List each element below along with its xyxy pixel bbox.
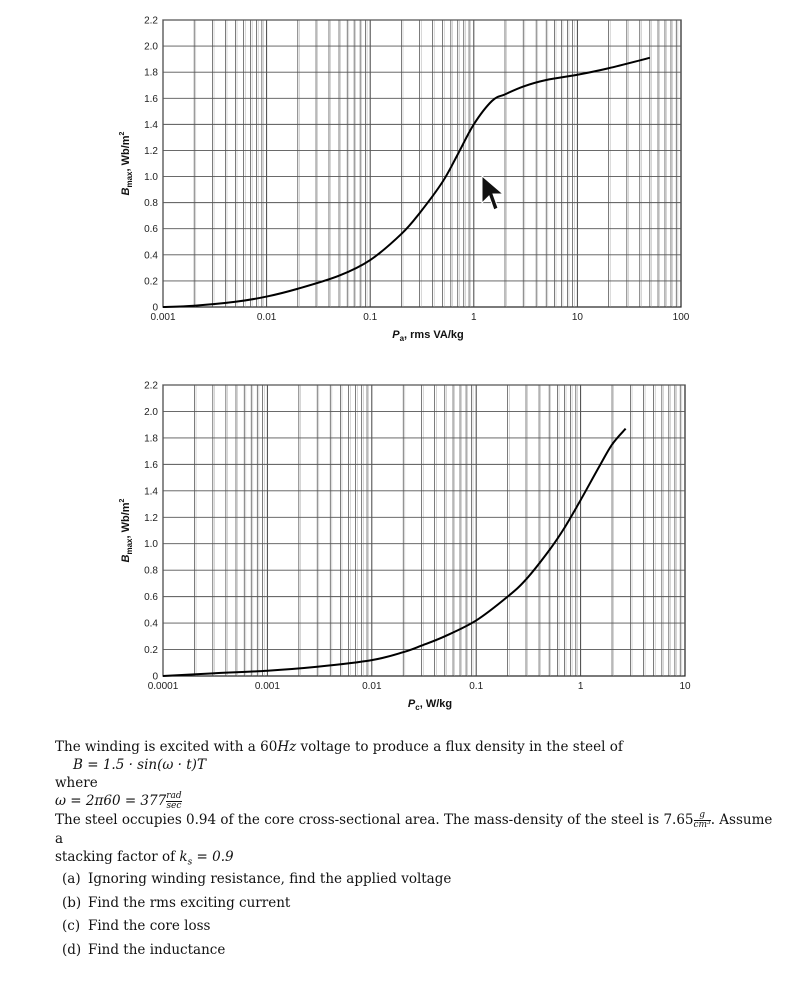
y-axis-label: $B_{max}$, $Wb/m^2$ (119, 498, 134, 563)
x-axis-label: $P_a$, rms VA/kg (392, 329, 464, 343)
plot-frame (163, 20, 681, 307)
line-where: where (55, 775, 98, 791)
part-d: (d) Find the inductance (62, 941, 226, 958)
y-tick-label: 1.4 (144, 486, 158, 498)
y-tick-label: 1.8 (144, 67, 158, 79)
plot-frame (163, 385, 685, 676)
y-tick-label: 0 (152, 671, 158, 683)
x-tick-label: 0.001 (254, 681, 280, 692)
y-tick-label: 1.6 (144, 459, 158, 471)
line-omega: ω = 2π60 = 377 rad sec (55, 791, 182, 811)
y-tick-label: 0 (152, 302, 158, 314)
line-steel-density: The steel occupies 0.94 of the core cross-sectional area. The mass-density of the steel is 7.65 $\frac{g}{\text{cm³}}$ . Assume a (55, 810, 773, 847)
mouse-pointer-icon (482, 176, 503, 210)
y-tick-label: 1.2 (144, 145, 158, 157)
y-tick-label: 0.8 (144, 565, 158, 577)
y-tick-label: 0.6 (144, 592, 158, 604)
x-axis-label: $P_c$, W/kg (407, 698, 453, 712)
line-flux-equation: B = 1.5 · sin(ω · t)T (73, 757, 206, 773)
y-tick-label: 2.0 (144, 41, 158, 53)
y-tick-label: 0.2 (144, 276, 158, 288)
chart-core-loss (119, 381, 691, 713)
x-tick-label: 1 (577, 681, 584, 692)
x-tick-label: 0.1 (363, 312, 378, 323)
question-parts (62, 871, 451, 965)
x-tick-label: 100 (672, 312, 690, 323)
y-tick-label: 1.8 (144, 433, 158, 445)
problem-statement (55, 738, 775, 872)
y-tick-label: 0.4 (144, 618, 158, 630)
y-tick-label: 0.6 (144, 224, 158, 236)
x-tick-label: 10 (571, 312, 583, 323)
part-b: (b) Find the rms exciting current (62, 894, 291, 911)
line-stacking-factor: stacking factor of $k_s = 0.9$ (55, 849, 234, 868)
y-tick-label: 0.8 (144, 198, 158, 210)
series-line (163, 58, 650, 307)
chart-apparent-power (119, 16, 690, 344)
y-tick-label: 1.0 (144, 172, 158, 184)
line-excitation: The winding is excited with a 60Hz voltage to produce a flux density in the steel of (55, 739, 623, 755)
y-tick-label: 2.0 (144, 406, 158, 418)
y-tick-label: 2.2 (144, 380, 158, 392)
series-line (163, 429, 626, 676)
x-tick-label: 0.001 (150, 312, 176, 323)
x-tick-label: 1 (471, 312, 477, 323)
x-tick-label: 0.01 (362, 681, 382, 692)
y-axis-label: $B_{max}$, $Wb/m^2$ (119, 131, 134, 196)
y-tick-label: 0.4 (144, 250, 158, 262)
x-tick-label: 0.1 (469, 681, 484, 692)
y-tick-label: 2.2 (144, 15, 158, 27)
y-tick-label: 1.6 (144, 93, 158, 105)
y-tick-label: 0.2 (144, 645, 158, 657)
y-tick-label: 1.0 (144, 539, 158, 551)
y-tick-label: 1.4 (144, 119, 158, 131)
part-c: (c) Find the core loss (62, 918, 211, 934)
x-tick-label: 0.01 (256, 312, 277, 323)
part-a: (a) Ignoring winding resistance, find the applied voltage (62, 871, 452, 887)
x-tick-label: 10 (679, 681, 691, 692)
y-tick-label: 1.2 (144, 512, 158, 524)
x-tick-label: 0.0001 (147, 681, 179, 692)
